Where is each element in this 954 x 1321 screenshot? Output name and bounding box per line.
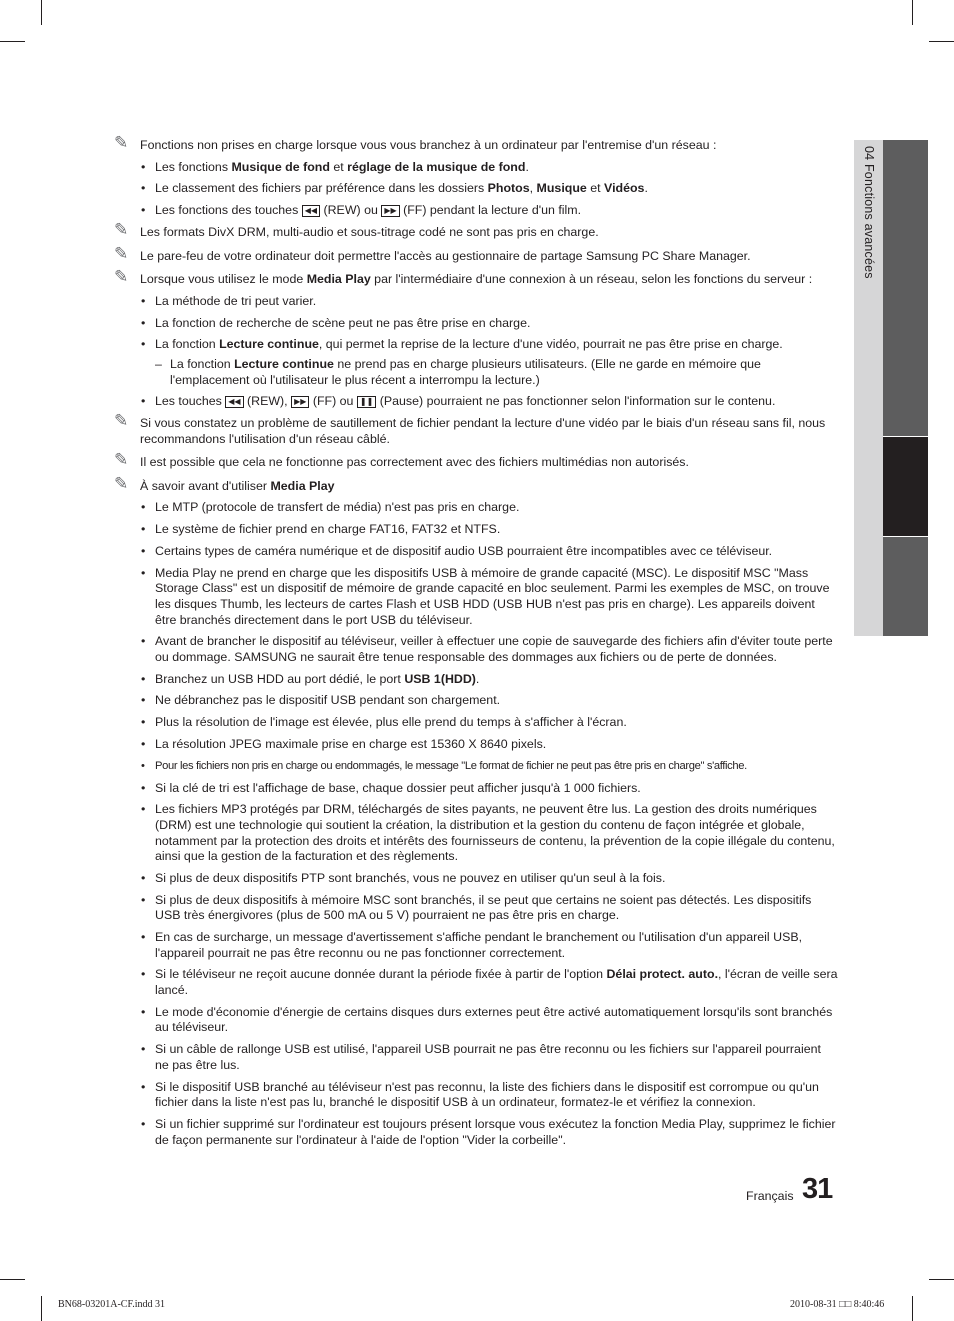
list-item xyxy=(114,394,838,410)
list-item xyxy=(114,544,838,560)
pencil-note-icon: ✎ xyxy=(114,450,129,470)
list-item xyxy=(114,203,838,219)
crop-mark-bottom-left-v xyxy=(41,1296,42,1321)
text-run: Les fonctions des touches xyxy=(155,203,302,218)
text-run: Pour les fichiers non pris en charge ou endommagés, le message "Le format de fichier ne peut pas être pris en charge" s'affiche. xyxy=(155,759,747,772)
list-item xyxy=(114,1042,838,1073)
text-run: Branchez un USB HDD au port dédié, le port xyxy=(155,671,405,686)
bullet-icon: • xyxy=(141,892,146,907)
list-item xyxy=(114,1005,838,1036)
note xyxy=(114,133,838,154)
text-run: , xyxy=(529,181,537,196)
text-run: par l'intermédiaire d'une connexion à un réseau, selon les fonctions du serveur : xyxy=(370,272,813,287)
bullet-icon: • xyxy=(141,1004,146,1019)
notes-content xyxy=(114,133,838,1154)
text-run: La méthode de tri peut varier. xyxy=(155,293,317,308)
print-timestamp: 2010-08-31 □□ 8:40:46 xyxy=(790,1299,885,1310)
chapter-tab-segment-1 xyxy=(883,140,928,436)
text-run: Avant de brancher le dispositif au téléviseur, veiller à effectuer une copie de sauvegarde des fichiers afin d'éviter toute perte ou dommage. SAMSUNG ne saurait être tenue responsable des dommages aux fichiers ou de perte de données. xyxy=(155,634,833,664)
text-run: Si plus de deux dispositifs à mémoire MSC sont branchés, il se peut que certains ne soient pas détectés. Les dispositifs USB très énergivores (plus de 500 mA ou 5 V) pourraient ne pas être pris en charge. xyxy=(155,892,812,923)
crop-mark-bottom-right-h xyxy=(929,1279,954,1280)
text-run: Plus la résolution de l'image est élevée, plus elle prend du temps à s'afficher à l'écran. xyxy=(155,715,627,730)
bullet-icon: • xyxy=(141,543,146,558)
list-item xyxy=(114,1080,838,1111)
pencil-note-icon: ✎ xyxy=(114,267,129,287)
bullet-icon: • xyxy=(141,1079,146,1094)
note xyxy=(114,473,838,495)
bullet-icon: • xyxy=(141,737,146,752)
list-item xyxy=(114,294,838,310)
bullet-icon: • xyxy=(141,1116,146,1131)
text-run: Certains types de caméra numérique et de dispositif audio USB pourraient être incompatibles avec ce téléviseur. xyxy=(155,543,773,558)
text-run: Si la clé de tri est l'affichage de base, chaque dossier peut afficher jusqu'à 1 000 fichiers. xyxy=(155,780,641,795)
list-item xyxy=(114,930,838,961)
bold-term: réglage de la musique de fond xyxy=(347,159,526,174)
list-item xyxy=(114,781,838,797)
bullet-list xyxy=(114,500,838,1148)
text-run: Si le téléviseur ne reçoit aucune donnée durant la période fixée à partir de l'option xyxy=(155,967,607,982)
text-run: Ne débranchez pas le dispositif USB pendant son chargement. xyxy=(155,693,501,708)
text-run: (FF) pendant la lecture d'un film. xyxy=(399,203,582,218)
bullet-icon: • xyxy=(141,315,146,330)
list-item xyxy=(114,871,838,887)
text-run: . xyxy=(644,181,648,196)
bullet-icon: • xyxy=(141,870,146,885)
crop-mark-bottom-left-h xyxy=(0,1279,25,1280)
text-run: En cas de surcharge, un message d'avertissement s'affiche pendant le branchement ou l'utilisation d'un appareil USB, l'appareil pourrait ne pas être reconnu ou ne pas fonctionner correctement. xyxy=(155,930,803,960)
list-item xyxy=(114,693,838,709)
bold-term: Lecture continue xyxy=(234,357,334,372)
crop-mark-top-left-v xyxy=(41,0,42,25)
text-run: . xyxy=(525,159,529,174)
text-run: Il est possible que cela ne fonctionne pas correctement avec des fichiers multimédias non autorisés. xyxy=(140,455,689,470)
text-run: Le classement des fichiers par préférence dans les dossiers xyxy=(155,181,488,196)
list-item xyxy=(114,316,838,332)
text-run: Si plus de deux dispositifs PTP sont branchés, vous ne pouvez en utiliser qu'un seul à la fois. xyxy=(155,870,666,885)
text-run: Le système de fichier prend en charge FAT16, FAT32 et NTFS. xyxy=(155,522,501,537)
text-run: Le pare-feu de votre ordinateur doit permettre l'accès au gestionnaire de partage Samsung PC Share Manager. xyxy=(140,248,751,263)
text-run: La fonction xyxy=(170,357,235,372)
text-run: et xyxy=(586,181,605,196)
list-item xyxy=(114,759,838,775)
chapter-tab-segment-active xyxy=(883,437,928,536)
bullet-icon: • xyxy=(141,522,146,537)
dash-icon: – xyxy=(155,357,162,372)
bullet-icon: • xyxy=(141,500,146,515)
text-run: Si un câble de rallonge USB est utilisé, l'appareil USB pourrait ne pas être reconnu ou les fichiers sur l'appareil pourraient ne pas être lus. xyxy=(155,1042,821,1072)
bullet-icon: • xyxy=(141,671,146,686)
text-run: Les touches xyxy=(155,394,226,409)
list-item xyxy=(114,672,838,688)
list-item xyxy=(114,802,838,864)
list-item xyxy=(114,337,838,353)
text-run: Les fonctions xyxy=(155,159,232,174)
text-run: et xyxy=(329,159,348,174)
note xyxy=(114,219,838,241)
pencil-note-icon: ✎ xyxy=(114,411,129,431)
crop-mark-top-right-h xyxy=(929,41,954,42)
bold-term: Photos xyxy=(487,181,530,196)
bold-term: Vidéos xyxy=(604,181,645,196)
bullet-icon: • xyxy=(141,203,146,218)
text-run: Lorsque vous utilisez le mode xyxy=(140,272,307,287)
pencil-note-icon: ✎ xyxy=(114,243,129,263)
bold-term: Musique de fond xyxy=(231,159,330,174)
remote-key-icon: ◀◀ xyxy=(302,205,320,217)
bullet-icon: • xyxy=(141,337,146,352)
remote-key-icon: ▶▶ xyxy=(291,396,309,408)
chapter-tab-segment-3 xyxy=(883,537,928,636)
pencil-note-icon: ✎ xyxy=(114,133,129,152)
list-item xyxy=(114,737,838,753)
bullet-list xyxy=(114,294,838,410)
bold-term: Media Play xyxy=(306,272,371,287)
text-run: Les fichiers MP3 protégés par DRM, téléchargés de sites payants, ne peuvent être lus. La gestion des droits numériques (DRM) est une technologie qui soutient la création, la distribution et la gestion du contenu de façon intégrée et globale, notamment par la protection des droits et intérêts des fournisseurs de contenu, la prévention de la copie illégale du contenu, ainsi que la gestion de la facturation et des règlements. xyxy=(155,802,835,864)
text-run: (REW) ou xyxy=(320,203,382,218)
text-run: Le mode d'économie d'énergie de certains disques durs externes peut être activé automatiquement lorsqu'ils sont branchés au téléviseur. xyxy=(155,1004,833,1035)
bullet-icon: • xyxy=(141,715,146,730)
text-run: , l'écran de veille sera lancé. xyxy=(155,967,838,998)
list-item xyxy=(114,967,838,998)
list-item xyxy=(114,181,838,197)
bold-term: USB 1(HDD) xyxy=(404,671,476,686)
text-run: Si un fichier supprimé sur l'ordinateur est toujours présent lorsque vous exécutez la fonction Media Play, supprimez le fichier de façon permanente sur l'ordinateur à l'aide de l'option "Vider la corbeille". xyxy=(155,1116,836,1147)
list-item xyxy=(114,566,838,628)
bullet-icon: • xyxy=(141,634,146,649)
bullet-icon: • xyxy=(141,394,146,409)
text-run: À savoir avant d'utiliser xyxy=(140,478,271,493)
text-run: (FF) ou xyxy=(309,394,357,409)
bold-term: Musique xyxy=(536,181,587,196)
list-item xyxy=(114,715,838,731)
bullet-icon: • xyxy=(141,759,145,772)
note xyxy=(114,267,838,288)
bullet-icon: • xyxy=(141,181,146,196)
bullet-icon: • xyxy=(141,930,146,945)
text-run: Le MTP (protocole de transfert de média) n'est pas pris en charge. xyxy=(155,500,520,515)
list-item xyxy=(114,522,838,538)
pencil-note-icon: ✎ xyxy=(114,473,129,493)
text-run: Si le dispositif USB branché au téléviseur n'est pas reconnu, la liste des fichiers dans le dispositif est corrompue ou qu'un fichier dans la liste n'est pas lu, branché le dispositif USB à un ordinateur, formatez-le et vérifiez la connexion. xyxy=(155,1079,819,1110)
remote-key-icon: ◀◀ xyxy=(225,396,243,408)
text-run: La résolution JPEG maximale prise en charge est 15360 X 8640 pixels. xyxy=(155,737,547,752)
print-file-info: BN68-03201A-CF.indd 31 xyxy=(58,1299,165,1310)
text-run: La fonction xyxy=(155,337,220,352)
note xyxy=(114,411,838,447)
sub-list-item xyxy=(114,357,838,388)
text-run: Les formats DivX DRM, multi-audio et sous-titrage codé ne sont pas pris en charge. xyxy=(140,224,599,239)
note xyxy=(114,450,838,471)
text-run: Fonctions non prises en charge lorsque vous vous branchez à un ordinateur par l'entremise d'un réseau : xyxy=(140,138,717,152)
list-item xyxy=(114,893,838,924)
text-run: ne prend pas en charge plusieurs utilisateurs. (Elle ne garde en mémoire que l'emplacement où l'utilisateur le plus récent a interrompu la lecture.) xyxy=(170,357,761,387)
list-item xyxy=(114,634,838,665)
bullet-icon: • xyxy=(141,159,146,174)
bold-term: Délai protect. auto. xyxy=(606,967,719,982)
list-item xyxy=(114,1117,838,1148)
bold-term: Lecture continue xyxy=(219,337,319,352)
bullet-icon: • xyxy=(141,565,146,580)
page-number: 31 xyxy=(802,1173,833,1205)
chapter-label: 04 Fonctions avancées xyxy=(862,146,876,279)
note xyxy=(114,243,838,265)
bullet-icon: • xyxy=(141,293,146,308)
bullet-list xyxy=(114,160,838,219)
text-run: (Pause) pourraient ne pas fonctionner selon l'information sur le contenu. xyxy=(376,394,776,409)
text-run: . xyxy=(475,671,480,686)
bold-term: Media Play xyxy=(270,478,335,493)
bullet-icon: • xyxy=(141,967,146,982)
list-item xyxy=(114,160,838,176)
remote-key-icon: ▶▶ xyxy=(381,205,399,217)
text-run: Media Play ne prend en charge que les dispositifs USB à mémoire de grande capacité (MSC). Le dispositif MSC "Mass Storage Class" est un dispositif de mémoire de grande capacité en bloc seulement. Parmi les exemples de MSC, on trouve les disques Thumb, les lecteurs de cartes Flash et USB HDD (USB HUB n'est pas pris en charge). Les appareils doivent être branchés directement dans le port USB du téléviseur. xyxy=(155,565,830,627)
crop-mark-top-left-h xyxy=(0,41,25,42)
list-item xyxy=(114,500,838,516)
crop-mark-bottom-right-v xyxy=(912,1296,913,1321)
text-run: La fonction de recherche de scène peut ne pas être prise en charge. xyxy=(155,315,531,330)
footer-language: Français xyxy=(746,1189,794,1203)
bullet-icon: • xyxy=(141,693,146,708)
bullet-icon: • xyxy=(141,780,146,795)
text-run: Si vous constatez un problème de sautillement de fichier pendant la lecture d'une vidéo par le biais d'un réseau sans fil, nous recommandons l'utilisation d'un réseau câblé. xyxy=(140,416,826,446)
bullet-icon: • xyxy=(141,802,146,817)
bullet-icon: • xyxy=(141,1042,146,1057)
crop-mark-top-right-v xyxy=(912,0,913,25)
remote-key-icon: ❚❚ xyxy=(357,396,376,408)
text-run: , qui permet la reprise de la lecture d'une vidéo, pourrait ne pas être prise en charge. xyxy=(318,337,783,352)
text-run: (REW), xyxy=(243,394,292,409)
pencil-note-icon: ✎ xyxy=(114,219,129,239)
